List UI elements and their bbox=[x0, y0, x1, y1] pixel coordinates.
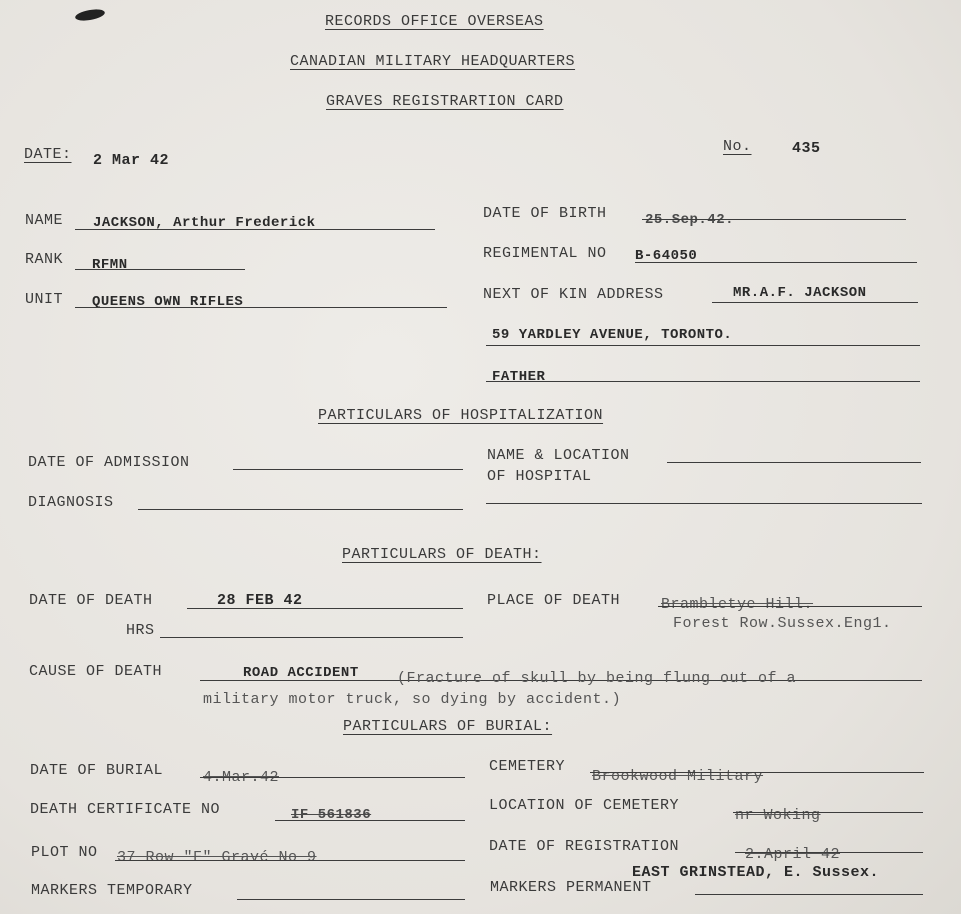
hospital-name-label-1: NAME & LOCATION bbox=[487, 447, 630, 464]
cemetery-label: CEMETERY bbox=[489, 758, 566, 775]
unit-value: QUEENS OWN RIFLES bbox=[92, 294, 244, 310]
hospital-name-label-2: OF HOSPITAL bbox=[487, 468, 592, 485]
date-of-registration-line bbox=[735, 852, 923, 853]
death-title: PARTICULARS OF DEATH: bbox=[342, 546, 542, 563]
header-cmhq: CANADIAN MILITARY HEADQUARTERS bbox=[290, 53, 576, 70]
next-of-kin-line1: MR.A.F. JACKSON bbox=[733, 285, 867, 301]
plot-no-label: PLOT NO bbox=[31, 844, 98, 861]
death-certificate-label: DEATH CERTIFICATE NO bbox=[30, 801, 221, 818]
dob-value: 25.Sep.42. bbox=[645, 212, 735, 228]
date-value: 2 Mar 42 bbox=[93, 152, 170, 169]
date-of-death-value: 28 FEB 42 bbox=[217, 592, 303, 609]
next-of-kin-line2: 59 YARDLEY AVENUE, TORONTO. bbox=[492, 327, 733, 343]
markers-temporary-label: MARKERS TEMPORARY bbox=[31, 882, 193, 899]
cemetery-line bbox=[590, 772, 924, 773]
location-of-cemetery-line bbox=[733, 812, 923, 813]
date-label: DATE: bbox=[24, 146, 72, 163]
name-label: NAME bbox=[25, 212, 64, 229]
diagnosis-label: DIAGNOSIS bbox=[28, 494, 114, 511]
next-of-kin-line3: FATHER bbox=[492, 369, 546, 385]
next-of-kin-label: NEXT OF KIN ADDRESS bbox=[483, 286, 664, 303]
markers-temporary-line bbox=[237, 899, 465, 900]
date-of-admission-line bbox=[233, 469, 463, 470]
place-of-death-label: PLACE OF DEATH bbox=[487, 592, 621, 609]
date-of-death-line bbox=[187, 608, 463, 609]
plot-no-line bbox=[115, 860, 465, 861]
hospital-line-2 bbox=[486, 503, 922, 504]
unit-label: UNIT bbox=[25, 291, 64, 308]
cause-of-death-value: ROAD ACCIDENT bbox=[243, 665, 359, 681]
number-value: 435 bbox=[792, 140, 821, 157]
next-of-kin-line3-rule bbox=[486, 381, 920, 382]
cause-of-death-detail2: military motor truck, so dying by accident.) bbox=[203, 691, 622, 708]
ink-blot bbox=[74, 7, 105, 22]
name-value: JACKSON, Arthur Frederick bbox=[93, 215, 316, 231]
date-of-death-label: DATE OF DEATH bbox=[29, 592, 153, 609]
dob-line bbox=[642, 219, 906, 220]
registration-place: EAST GRINSTEAD, E. Sussex. bbox=[632, 864, 880, 881]
date-of-registration-value: 2.April 42 bbox=[745, 846, 841, 863]
markers-permanent-label: MARKERS PERMANENT bbox=[490, 879, 652, 896]
regimental-no-value: B-64050 bbox=[635, 248, 698, 264]
location-of-cemetery-label: LOCATION OF CEMETERY bbox=[489, 797, 680, 814]
date-of-burial-line bbox=[200, 777, 465, 778]
hospitalization-title: PARTICULARS OF HOSPITALIZATION bbox=[318, 407, 604, 424]
burial-title: PARTICULARS OF BURIAL: bbox=[343, 718, 553, 735]
header-card-title: GRAVES REGISTRARTION CARD bbox=[326, 93, 564, 110]
rank-line bbox=[75, 269, 245, 270]
death-certificate-line bbox=[275, 820, 465, 821]
cause-of-death-label: CAUSE OF DEATH bbox=[29, 663, 163, 680]
markers-permanent-line bbox=[695, 894, 923, 895]
plot-no-value: 37 Row "F" Gravé No 9 bbox=[117, 849, 317, 866]
cemetery-value: Brookwood Military bbox=[592, 768, 764, 785]
next-of-kin-line bbox=[712, 302, 918, 303]
date-of-admission-label: DATE OF ADMISSION bbox=[28, 454, 190, 471]
date-of-burial-label: DATE OF BURIAL bbox=[30, 762, 164, 779]
dob-label: DATE OF BIRTH bbox=[483, 205, 607, 222]
date-of-registration-label: DATE OF REGISTRATION bbox=[489, 838, 680, 855]
place-of-death-line2: Forest Row.Sussex.Eng1. bbox=[673, 615, 892, 632]
location-of-cemetery-value: nr Woking bbox=[735, 807, 821, 824]
header-records-office: RECORDS OFFICE OVERSEAS bbox=[325, 13, 544, 30]
number-label: No. bbox=[723, 138, 752, 155]
date-of-burial-value: 4.Mar.42 bbox=[203, 769, 280, 786]
regimental-no-label: REGIMENTAL NO bbox=[483, 245, 607, 262]
place-of-death-line1: Brambletye Hill. bbox=[661, 596, 814, 613]
cause-of-death-detail1: (Fracture of skull by being flung out of a bbox=[397, 670, 797, 687]
place-of-death-line bbox=[658, 606, 922, 607]
rank-label: RANK bbox=[25, 251, 64, 268]
hospital-name-line bbox=[667, 462, 921, 463]
rank-value: RFMN bbox=[92, 257, 128, 273]
next-of-kin-line2-rule bbox=[486, 345, 920, 346]
regimental-no-line bbox=[635, 262, 917, 263]
hrs-label: HRS bbox=[126, 622, 155, 639]
diagnosis-line bbox=[138, 509, 463, 510]
death-certificate-value: IF 561836 bbox=[291, 807, 372, 823]
name-line bbox=[75, 229, 435, 230]
unit-line bbox=[75, 307, 447, 308]
hrs-line bbox=[160, 637, 463, 638]
